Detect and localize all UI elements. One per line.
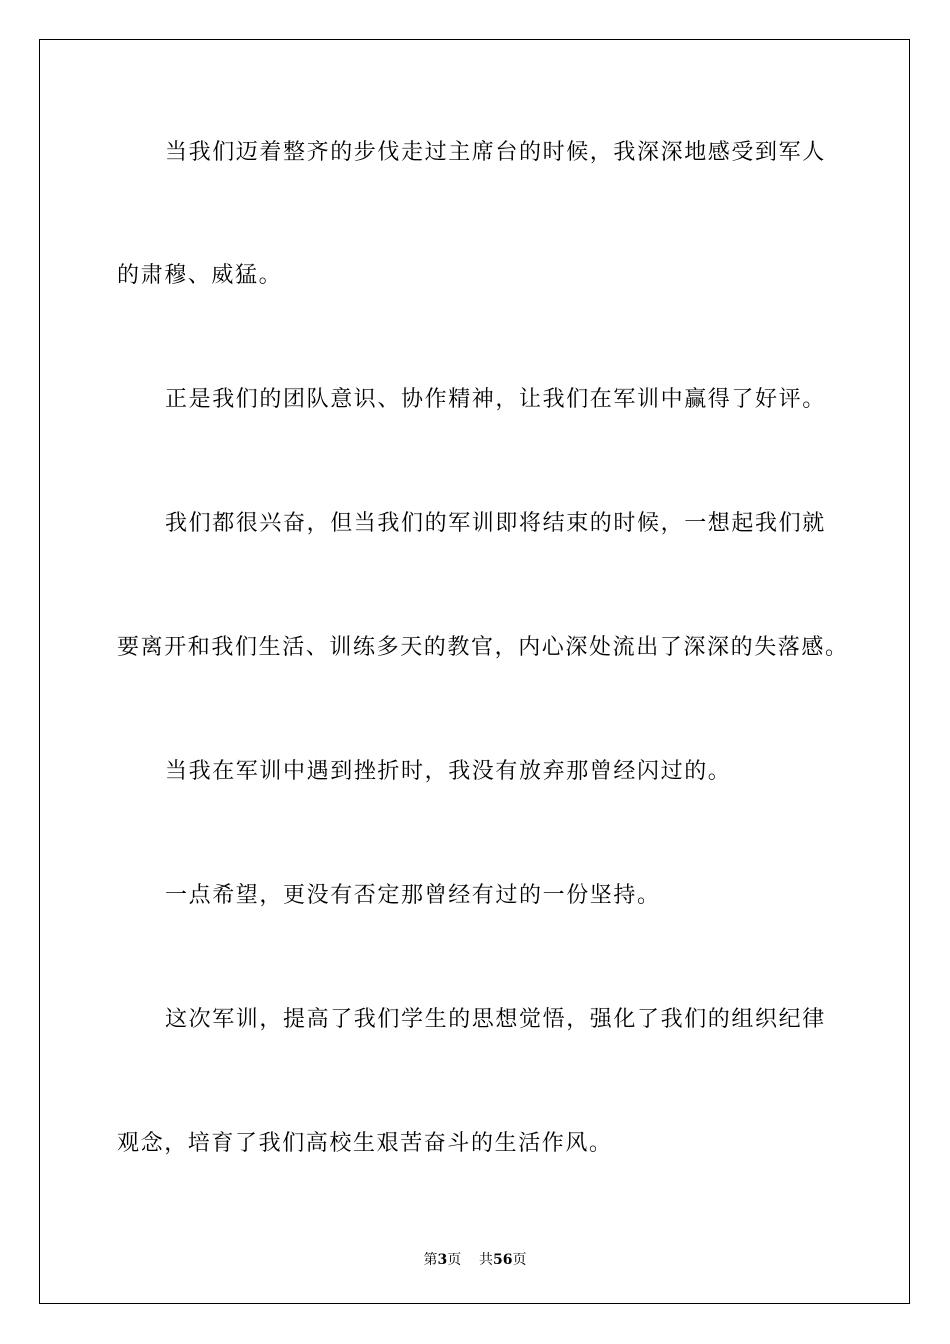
paragraph-6-line-2: 观念，培育了我们高校生艰苦奋斗的生活作风。 (117, 1131, 613, 1156)
page-border (39, 39, 910, 1304)
total-prefix: 共 (479, 1252, 494, 1268)
paragraph-6-line-1: 这次军训，提高了我们学生的思想觉悟，强化了我们的组织纪律 (165, 1007, 826, 1032)
page-prefix: 第 (423, 1252, 438, 1268)
total-pages: 56 (493, 1252, 513, 1268)
page-footer (0, 1249, 950, 1269)
page-number: 3 (437, 1252, 448, 1268)
paragraph-1-line-1: 当我们迈着整齐的步伐走过主席台的时候，我深深地感受到军人 (165, 140, 826, 165)
paragraph-2: 正是我们的团队意识、协作精神，让我们在军训中赢得了好评。 (165, 387, 826, 412)
paragraph-5: 一点希望，更没有否定那曾经有过的一份坚持。 (165, 883, 661, 908)
total-suffix: 页 (512, 1252, 527, 1268)
page-suffix: 页 (447, 1252, 462, 1268)
paragraph-3-line-2: 要离开和我们生活、训练多天的教官，内心深处流出了深深的失落感。 (117, 635, 849, 660)
paragraph-3-line-1: 我们都很兴奋，但当我们的军训即将结束的时候，一想起我们就 (165, 511, 826, 536)
paragraph-1-line-2: 的肃穆、威猛。 (117, 263, 283, 288)
paragraph-4: 当我在军训中遇到挫折时，我没有放弃那曾经闪过的。 (165, 759, 732, 784)
